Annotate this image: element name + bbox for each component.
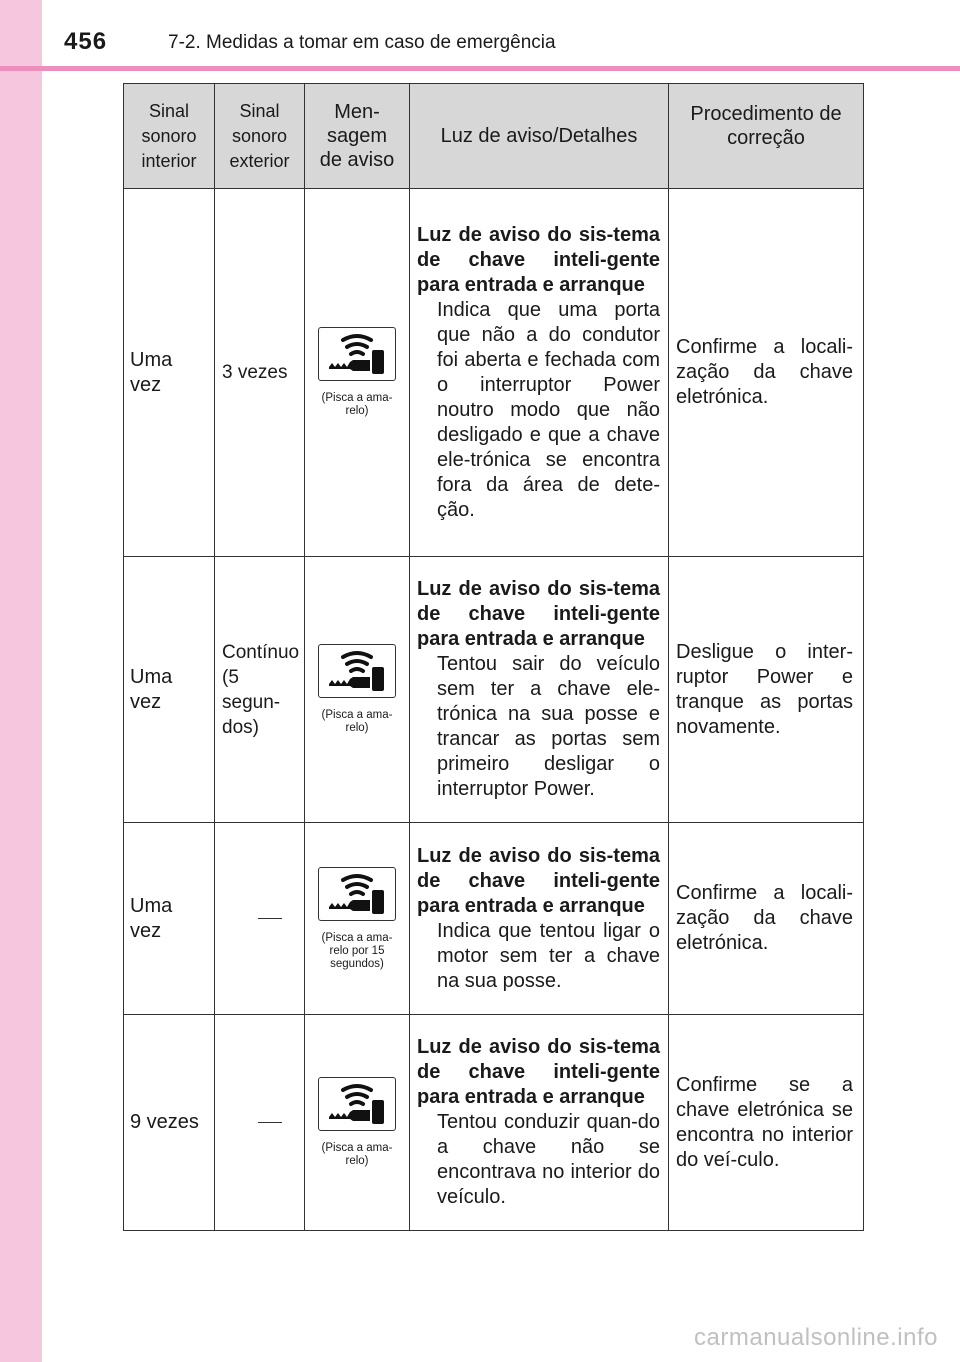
exterior-buzzer-cell [215,1015,305,1231]
dash-mark [258,1122,282,1123]
header-line: exterior [229,150,290,171]
interior-line: vez [130,919,162,942]
exterior-line: 3 vezes [222,362,288,383]
interior-buzzer-cell [124,557,215,823]
exterior-line: (5 segun- [222,666,281,713]
interior-line: Uma [130,894,173,917]
warning-table [123,83,864,1231]
header-line: correção [727,127,805,149]
caption-line: relo por 15 [329,944,385,957]
interior-line: vez [130,690,162,713]
interior-line: vez [130,373,162,396]
detail-body: Indica que tentou ligar o motor sem ter a chave na sua posse. [437,919,660,992]
caption-line: relo) [345,722,369,734]
smart-key-warning-icon [318,1077,396,1131]
exterior-buzzer-cell [215,557,305,823]
details-cell [410,823,669,1015]
detail-title: Luz de aviso do sis-tema de chave inteli-gente para entrada e arranque [417,1036,660,1108]
header-line: Procedimento de [690,103,842,125]
procedure-cell: Confirme se a chave eletrónica se encontra no interior do veí-culo. [669,1015,864,1231]
interior-line: Uma [130,348,173,371]
icon-caption [309,932,405,971]
warning-message-cell [305,823,410,1015]
header-line: de aviso [319,149,395,171]
caption-line: (Pisca a ama- [321,392,393,404]
interior-buzzer-cell [124,189,215,557]
column-header-exterior-buzzer [215,84,305,189]
interior-buzzer-cell [124,823,215,1015]
smart-key-warning-icon [318,327,396,381]
details-cell [410,557,669,823]
caption-line: (Pisca a ama- [321,931,393,944]
caption-line: segundos) [330,957,384,970]
column-header-warning-message [305,84,410,189]
detail-title: Luz de aviso do sis-tema de chave inteli-gente para entrada e arranque [417,844,660,917]
table-row [124,1015,864,1231]
warning-message-cell [305,189,410,557]
smart-key-warning-icon [318,644,396,698]
sidebar-tab [0,0,42,1362]
table-header-row [124,84,864,189]
icon-caption [309,709,405,735]
warning-message-cell [305,557,410,823]
page-number: 456 [64,28,108,55]
table-row [124,823,864,1015]
header-line: Sinal [239,100,280,121]
exterior-line: dos) [222,716,259,738]
watermark: carmanualsonline.info [694,1324,938,1351]
details-cell [410,189,669,557]
procedure-cell: Confirme a locali-zação da chave eletrónica. [669,823,864,1015]
icon-caption [309,392,405,418]
detail-body: Tentou sair do veículo sem ter a chave ele-trónica na sua posse e trancar as portas sem primeiro desligar o interruptor Power. [437,653,660,800]
header-line: interior [141,150,197,171]
header-line: Men- [334,101,380,123]
header-line: sagem [326,125,388,147]
icon-caption [309,1142,405,1168]
procedure-cell: Desligue o inter-ruptor Power e tranque as portas novamente. [669,557,864,823]
caption-line: relo) [345,1155,369,1167]
column-header-details: Luz de aviso/Detalhes [410,84,669,189]
smart-key-warning-icon [318,867,396,921]
section-title: 7-2. Medidas a tomar em caso de emergência [168,32,556,53]
exterior-buzzer-cell [215,189,305,557]
detail-title: Luz de aviso do sis-tema de chave inteli-gente para entrada e arranque [417,223,660,296]
detail-body: Indica que uma porta que não a do condutor foi aberta e fechada com o interruptor Power noutro modo que não desligado e que a chave ele-trónica se encontra fora da área de dete-ção. [437,298,660,521]
exterior-buzzer-cell [215,823,305,1015]
column-header-procedure [669,84,864,189]
header-line: Sinal [148,100,190,121]
details-cell [410,1015,669,1231]
exterior-line: Contínuo [222,641,300,663]
caption-line: relo) [345,405,369,417]
caption-line: (Pisca a ama- [321,709,393,721]
header-divider [0,66,960,71]
caption-line: (Pisca a ama- [321,1142,393,1154]
table-row [124,189,864,557]
detail-title: Luz de aviso do sis-tema de chave inteli-gente para entrada e arranque [417,578,660,650]
interior-line: 9 vezes [130,1111,199,1133]
interior-buzzer-cell [124,1015,215,1231]
column-header-interior-buzzer [124,84,215,189]
header-line: sonoro [141,125,197,146]
procedure-cell: Confirme a locali-zação da chave eletrónica. [669,189,864,557]
dash-mark [258,918,282,919]
table-row [124,557,864,823]
interior-line: Uma [130,665,173,688]
detail-body: Tentou conduzir quan-do a chave não se encontrava no interior do veículo. [437,1111,660,1208]
warning-message-cell [305,1015,410,1231]
header-line: sonoro [231,125,288,146]
